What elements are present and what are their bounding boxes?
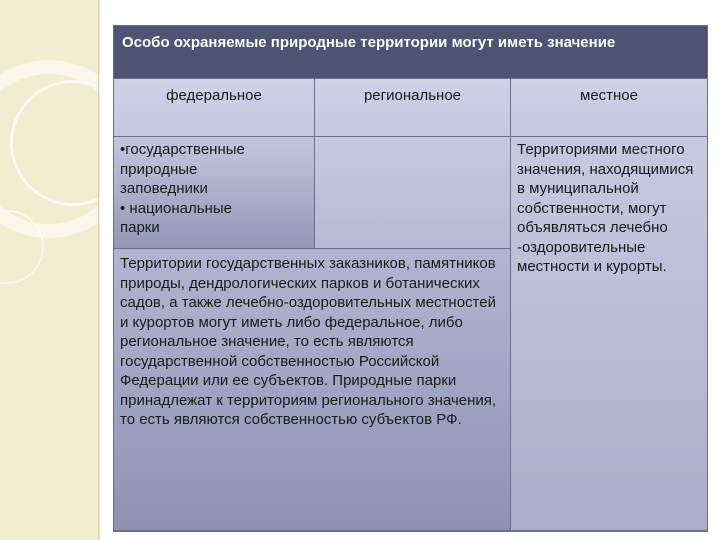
- regional-empty-cell: [315, 137, 511, 249]
- table-title: Особо охраняемые природные территории могут иметь значение: [114, 26, 707, 79]
- header-regional: региональное: [315, 79, 511, 137]
- federal-territories-cell: [114, 137, 315, 249]
- decorative-side-panel: [0, 0, 100, 540]
- header-local: местное: [511, 79, 707, 137]
- federal-line: •государственные: [120, 141, 245, 158]
- territory-significance-table: [113, 25, 708, 532]
- header-federal: федеральное: [114, 79, 315, 137]
- side-panel-divider: [98, 0, 99, 540]
- federal-line: заповедники: [120, 180, 208, 197]
- federal-line: природные: [120, 160, 198, 178]
- federal-line: парки: [120, 219, 160, 236]
- federal-or-regional-territories-cell: Территории государственных заказников, памятников природы, дендрологических парков и ботанических садов, а также лечебно-оздоровительных местностей и курортов могут иметь либо федеральное, либо региональное значение, то есть являются государственной собственностью Российской Федерации или ее субъектов. Природные парки принадлежат к территориям регионального значения, то есть являются собственностью субъектов РФ.: [114, 249, 511, 531]
- federal-line: • национальные: [120, 199, 232, 217]
- local-territories-cell: Территориями местного значения, находящимися в муниципальной собственности, могут объявляться лечебно -оздоровительные местности и курорты.: [511, 137, 707, 531]
